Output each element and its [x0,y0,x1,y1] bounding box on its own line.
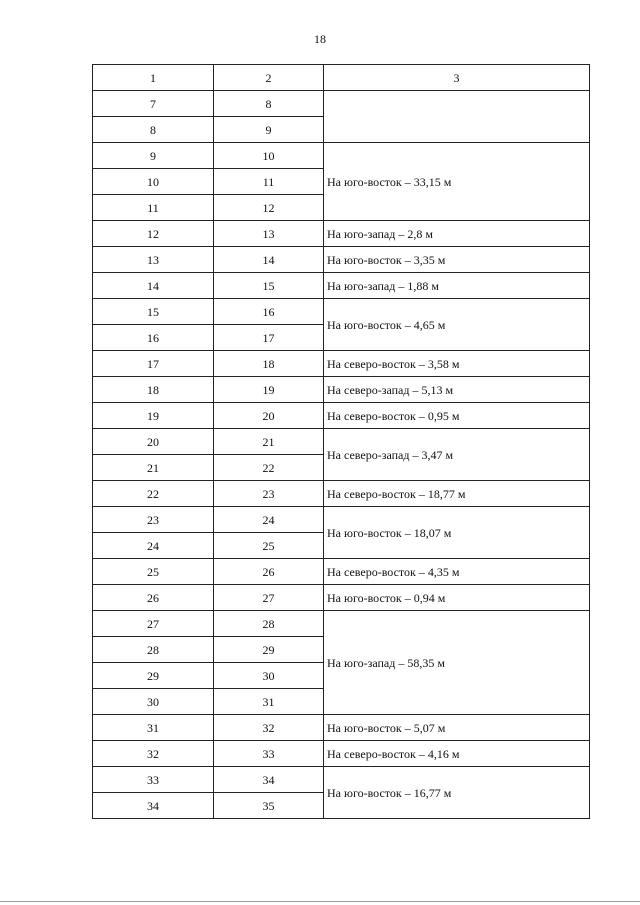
start-point-cell: 16 [93,325,214,351]
end-point-cell: 17 [214,325,324,351]
direction-cell: На юго-запад – 2,8 м [324,221,590,247]
end-point-cell: 21 [214,429,324,455]
end-point-cell: 20 [214,403,324,429]
table-row [93,611,590,637]
end-point-cell: 9 [214,117,324,143]
column-header: 1 [93,65,214,91]
direction-cell: На юго-восток – 3,35 м [324,247,590,273]
column-header: 2 [214,65,324,91]
table-row [93,481,590,507]
end-point-cell: 34 [214,767,324,793]
end-point-cell: 32 [214,715,324,741]
table-row [93,221,590,247]
start-point-cell: 15 [93,299,214,325]
direction-cell: На юго-восток – 4,65 м [324,299,590,351]
end-point-cell: 10 [214,143,324,169]
end-point-cell: 11 [214,169,324,195]
table-row [93,273,590,299]
end-point-cell: 31 [214,689,324,715]
start-point-cell: 29 [93,663,214,689]
end-point-cell: 29 [214,637,324,663]
start-point-cell: 14 [93,273,214,299]
end-point-cell: 33 [214,741,324,767]
start-point-cell: 28 [93,637,214,663]
end-point-cell: 24 [214,507,324,533]
direction-cell: На юго-восток – 33,15 м [324,143,590,221]
table-row [93,429,590,455]
end-point-cell: 19 [214,377,324,403]
direction-cell: На юго-восток – 0,94 м [324,585,590,611]
table-header-row [93,65,590,91]
table-row [93,91,590,117]
end-point-cell: 27 [214,585,324,611]
end-point-cell: 26 [214,559,324,585]
start-point-cell: 26 [93,585,214,611]
direction-cell [324,91,590,143]
start-point-cell: 23 [93,507,214,533]
direction-cell: На северо-восток – 4,35 м [324,559,590,585]
direction-cell: На северо-запад – 3,47 м [324,429,590,481]
start-point-cell: 10 [93,169,214,195]
start-point-cell: 18 [93,377,214,403]
start-point-cell: 19 [93,403,214,429]
end-point-cell: 16 [214,299,324,325]
end-point-cell: 25 [214,533,324,559]
start-point-cell: 17 [93,351,214,377]
end-point-cell: 15 [214,273,324,299]
start-point-cell: 25 [93,559,214,585]
direction-cell: На юго-восток – 16,77 м [324,767,590,819]
start-point-cell: 27 [93,611,214,637]
end-point-cell: 18 [214,351,324,377]
start-point-cell: 13 [93,247,214,273]
start-point-cell: 32 [93,741,214,767]
boundary-table [92,64,590,819]
table-row [93,585,590,611]
start-point-cell: 7 [93,91,214,117]
scan-edge-line [0,901,640,902]
start-point-cell: 12 [93,221,214,247]
table-row [93,767,590,793]
direction-cell: На юго-восток – 18,07 м [324,507,590,559]
end-point-cell: 23 [214,481,324,507]
column-header: 3 [324,65,590,91]
end-point-cell: 12 [214,195,324,221]
end-point-cell: 14 [214,247,324,273]
direction-cell: На северо-восток – 18,77 м [324,481,590,507]
table-row [93,559,590,585]
start-point-cell: 34 [93,793,214,819]
table-row [93,715,590,741]
start-point-cell: 22 [93,481,214,507]
start-point-cell: 11 [93,195,214,221]
table-row [93,351,590,377]
end-point-cell: 28 [214,611,324,637]
start-point-cell: 24 [93,533,214,559]
direction-cell: На юго-запад – 58,35 м [324,611,590,715]
page-number: 18 [314,32,326,46]
table-row [93,403,590,429]
table-row [93,377,590,403]
table-row [93,507,590,533]
end-point-cell: 8 [214,91,324,117]
start-point-cell: 21 [93,455,214,481]
start-point-cell: 30 [93,689,214,715]
end-point-cell: 13 [214,221,324,247]
table-row [93,741,590,767]
table-row [93,247,590,273]
end-point-cell: 35 [214,793,324,819]
start-point-cell: 9 [93,143,214,169]
direction-cell: На северо-запад – 5,13 м [324,377,590,403]
start-point-cell: 31 [93,715,214,741]
start-point-cell: 20 [93,429,214,455]
direction-cell: На юго-восток – 5,07 м [324,715,590,741]
start-point-cell: 8 [93,117,214,143]
direction-cell: На юго-запад – 1,88 м [324,273,590,299]
direction-cell: На северо-восток – 0,95 м [324,403,590,429]
table-row [93,299,590,325]
direction-cell: На северо-восток – 4,16 м [324,741,590,767]
table-row [93,143,590,169]
start-point-cell: 33 [93,767,214,793]
direction-cell: На северо-восток – 3,58 м [324,351,590,377]
end-point-cell: 22 [214,455,324,481]
end-point-cell: 30 [214,663,324,689]
